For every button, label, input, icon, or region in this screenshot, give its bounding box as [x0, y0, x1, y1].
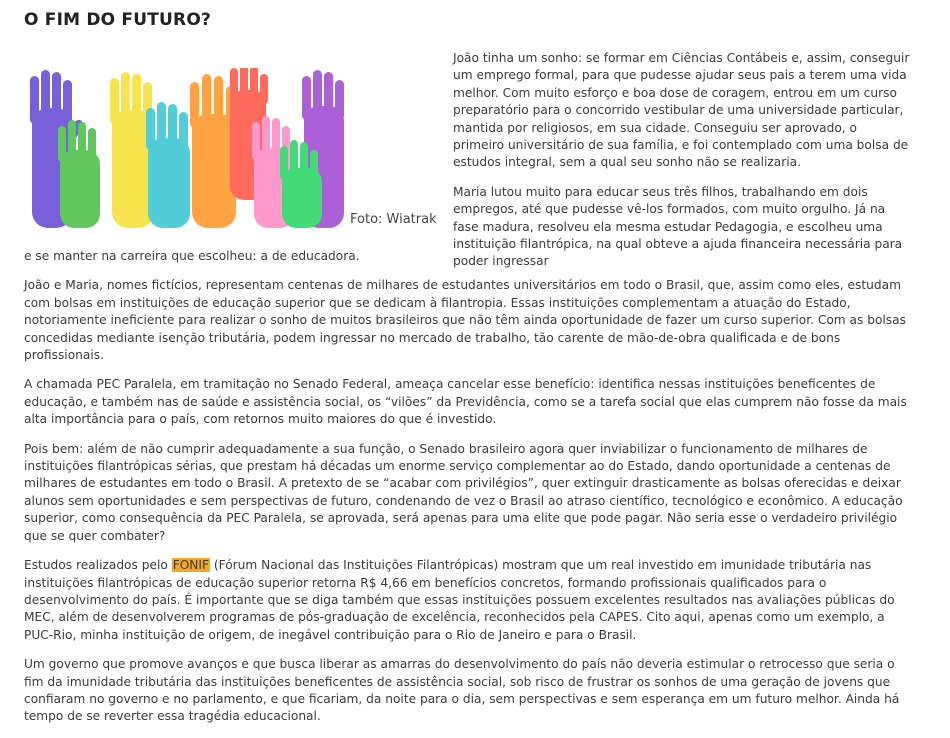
image-caption: Foto: Wiatrak: [350, 212, 437, 227]
fonif-text-before: Estudos realizados pelo: [24, 558, 172, 573]
paragraph-maria-continued: e se manter na carreira que escolheu: a de educadora.: [24, 249, 360, 263]
hand-bright-green: [280, 140, 322, 228]
hand-orange: [190, 74, 236, 228]
paragraph-pec-paralela: A chamada PEC Paralela, em tramitação no Senado Federal, ameaça cancelar esse benefício: identifica nessas instituições beneficentes de educação, e também nas de saúde e assistência social, os “vilões” da Previdência, como se a tarefa social que elas cumprem não fosse da mais alta importância para o país, com retornos muito maiores do que é investido.: [24, 377, 907, 427]
fonif-highlight: FONIF: [172, 558, 210, 573]
paragraph-governo: Um governo que promove avanços e que busca liberar as amarras do desenvolvimento do país não deveria estimular o retrocesso que seria o fim da imunidade tributária das instituições beneficentes de assistência social, sob risco de frustrar os sonhos de uma geração de jovens que confiaram no governo e no parlamento, e que ficariam, da noite para o dia, sem perspectivas e sem esperança em um futuro melhor. Ainda há tempo de se reverter essa tragédia educacional.: [24, 657, 900, 724]
paragraph-senado: Pois bem: além de não cumprir adequadamente a sua função, o Senado brasileiro agora quer inviabilizar o funcionamento de milhares de instituições filantrópicas sérias, que prestam há décadas um enorme serviço complementar ao do Estado, dando oportunidade a centenas de milhares de estudantes em todo o Brasil. A pretexto de se “acabar com privilégios”, quer extinguir drasticamente as bolsas oferecidas e deixar alunos sem oportunidades e sem perspectivas de futuro, condenando de vez o Brasil ao atraso científico, tecnológico e econômico. A educação superior, como consequência da PEC Paralela, se aprovada, será apenas para uma elite que pode pagar. Não seria esse o verdadeiro privilégio que se quer combater?: [24, 441, 903, 543]
raised-hands-image: [24, 68, 348, 228]
article-title: O FIM DO FUTURO?: [24, 10, 212, 30]
hand-green: [58, 120, 100, 228]
raised-hands-illustration: [24, 68, 348, 228]
paragraph-fonif: [24, 557, 916, 644]
paragraph-joao: João tinha um sonho: se formar em Ciências Contábeis e, assim, conseguir um emprego formal, para que pudesse ajudar seus pais a terem uma vida melhor. Com muito esforço e boa dose de coragem, entrou em um curso preparatório para o concorrido vestibular de uma universidade particular, mantida por religiosos, em sua cidade. Conseguiu ser aprovado, o primeiro universitário de sua família, e foi contemplado com uma bolsa de estudos integral, sem a qual seu sonho não se realizaria.: [453, 51, 910, 170]
paragraph-nomes-ficticios: João e Maria, nomes fictícios, representam centenas de milhares de estudantes universitários em todo o Brasil, que, assim como eles, estudam com bolsas em instituições de educação superior que se dedicam à filantropia. Essas instituições complementam a atuação do Estado, notoriamente ineficiente para realizar o sonho de muitos brasileiros que não têm ainda oportunidade de fazer um curso superior. Com as bolsas concedidas mediante isenção tributária, podem ingressar no mercado de trabalho, tão carente de mão-de-obra qualificada e de bons profissionais.: [24, 278, 906, 363]
fonif-text-after: (Fórum Nacional das Instituições Filantrópicas) mostram que um real investido em imunidade tributária nas instituições filantrópicas de educação superior retorna R$ 4,66 em benefícios concretos, formando profissionais qualificados para o desenvolvimento do país. É importante que se diga também que essas instituições possuem excelentes resultados nas avaliações públicas do MEC, além de desenvolverem programas de pós-graduação de excelência, reconhecidos pela CAPES. Cito aqui, apenas como um exemplo, a PUC-Rio, minha instituição de origem, de inegável contribuição para o Rio de Janeiro e para o Brasil.: [24, 558, 895, 642]
hand-cyan: [146, 102, 190, 228]
paragraph-maria: Maria lutou muito para educar seus três filhos, trabalhando em dois empregos, até que pudesse vê-los formados, com muito orgulho. Já na fase madura, resolveu ela mesma estudar Pedagogia, e escolheu uma instituição filantrópica, na qual obteve a ajuda financeira necessária para poder ingressar: [453, 184, 903, 269]
article-body: [24, 248, 916, 738]
hand-yellow: [110, 72, 154, 228]
